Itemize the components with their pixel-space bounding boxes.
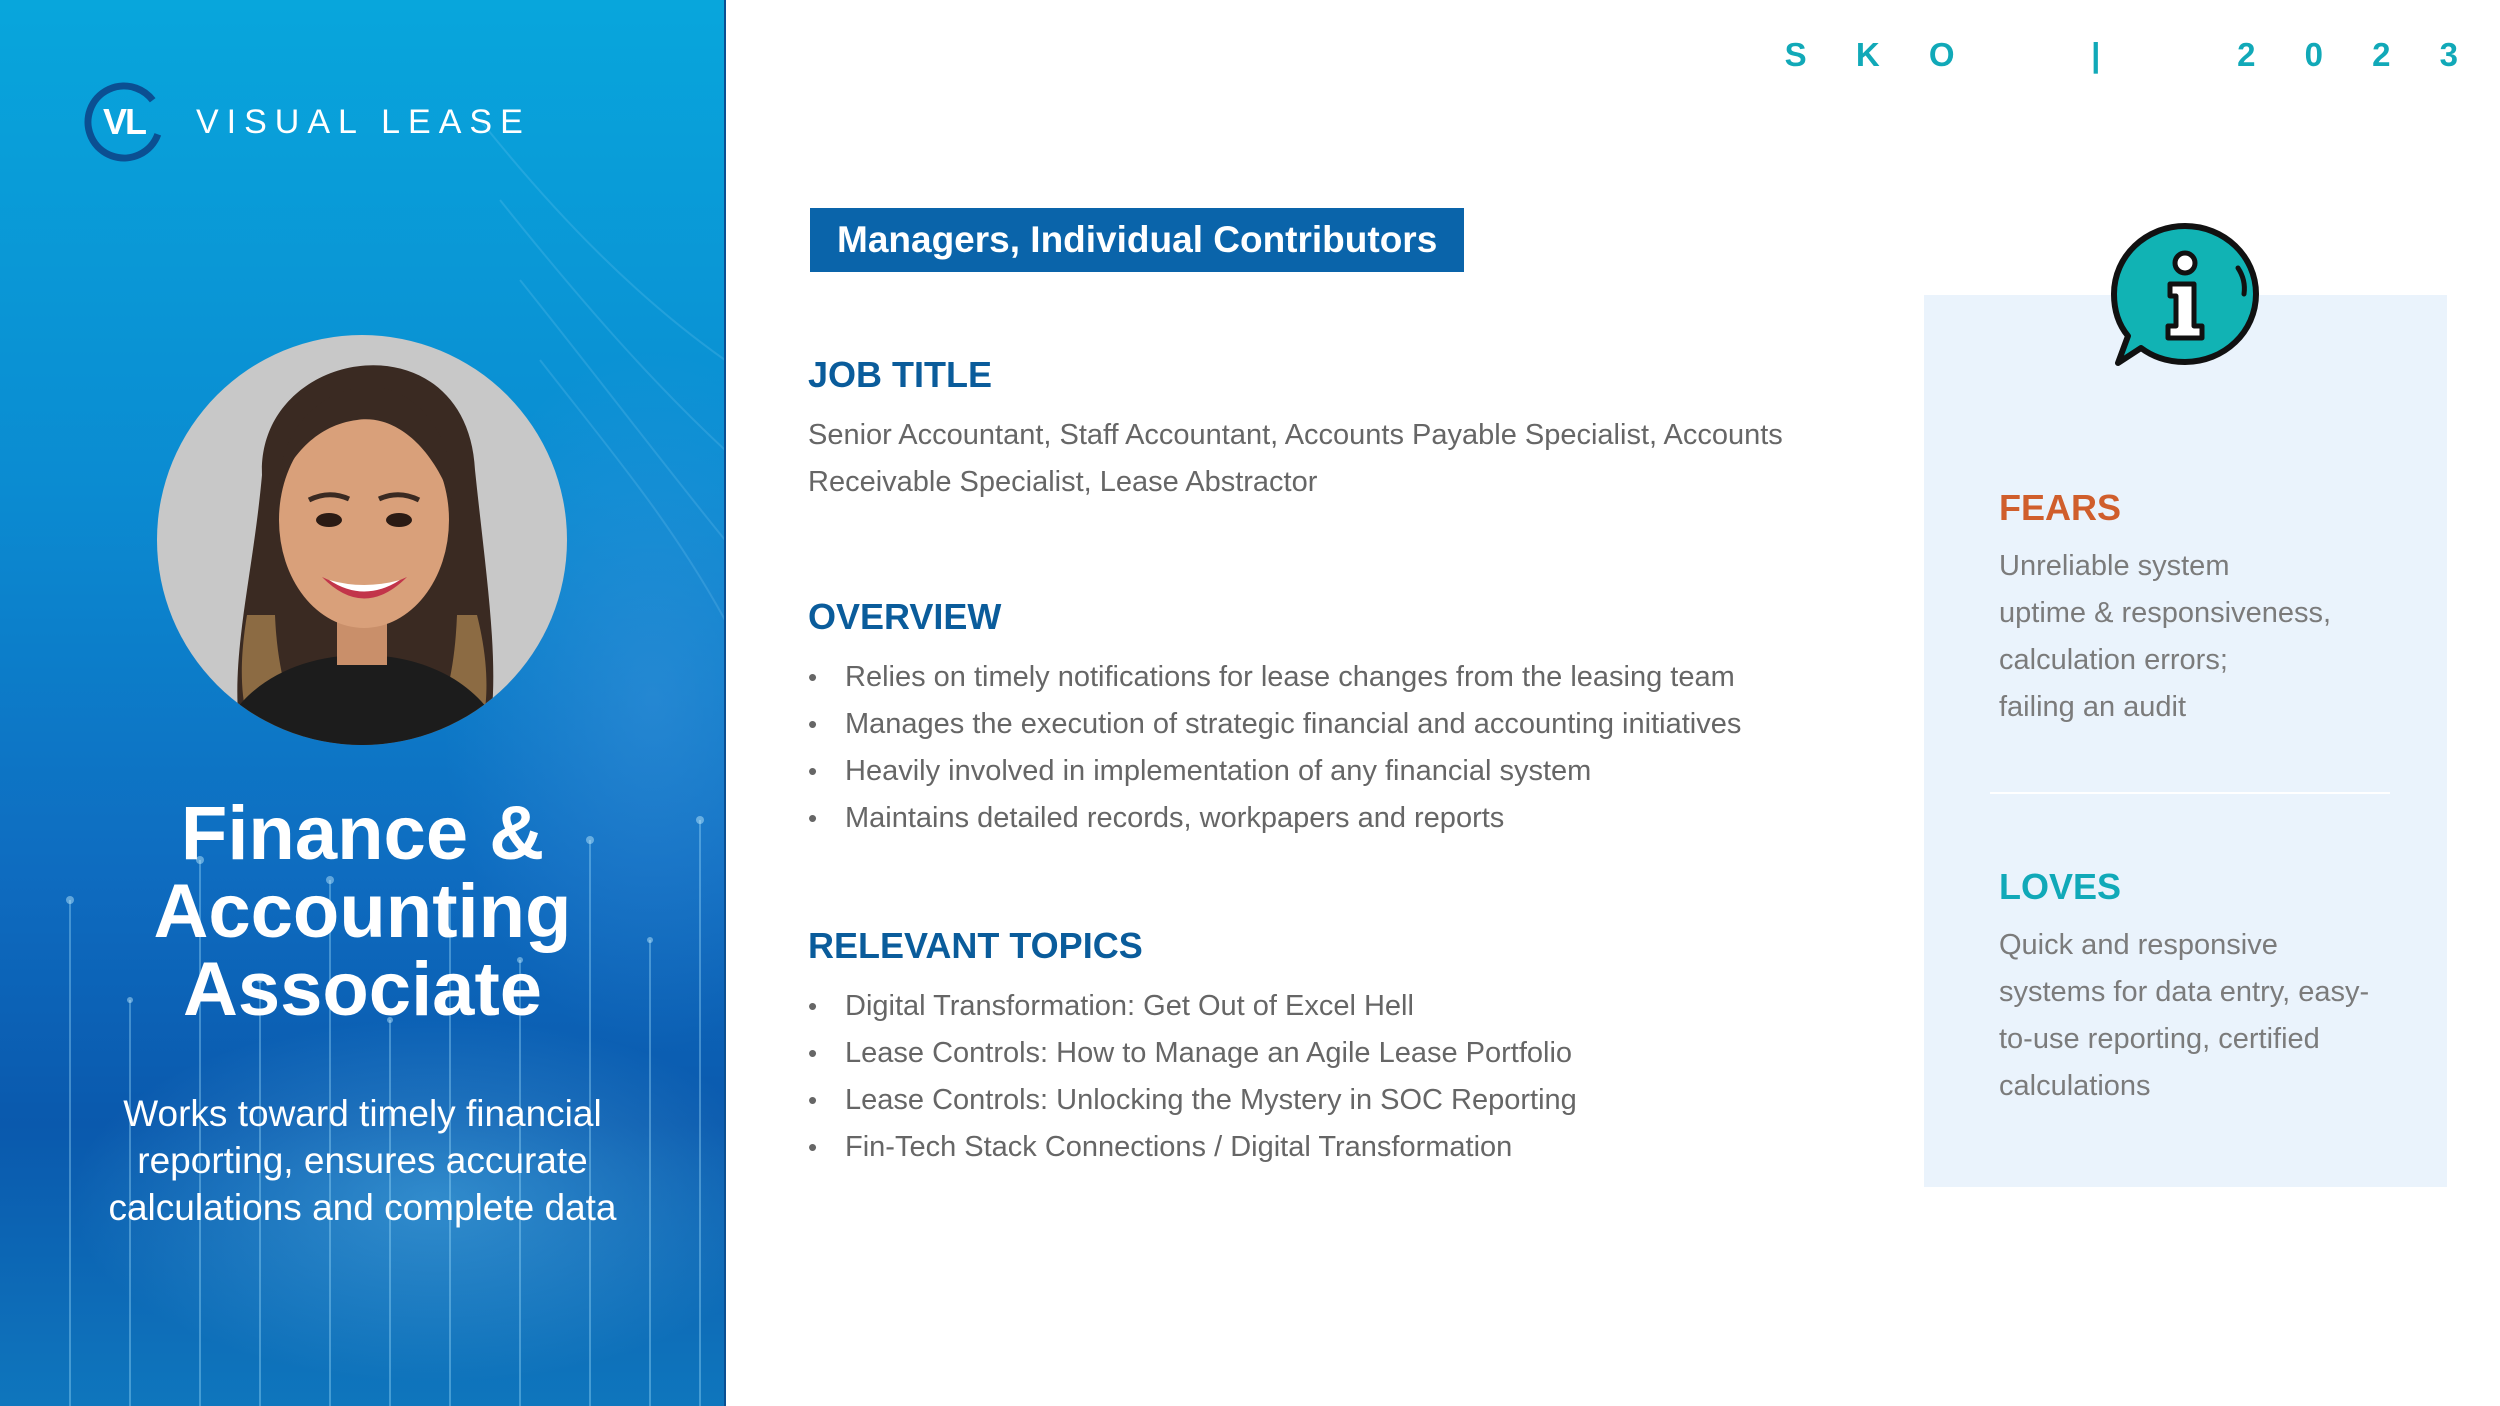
overview-item: • Manages the execution of strategic financial and accounting initiatives: [808, 701, 1741, 748]
overview-list: [808, 654, 1741, 842]
loves-line: Quick and responsive: [1999, 929, 2278, 961]
loves-line: calculations: [1999, 1070, 2151, 1102]
topic-item: • Lease Controls: How to Manage an Agile Lease Portfolio: [808, 1030, 1577, 1077]
persona-title-line: Associate: [182, 947, 543, 1032]
loves-line: to-use reporting, certified: [1999, 1023, 2320, 1055]
brand-logo: [82, 80, 531, 164]
loves-text: [1999, 922, 2399, 1110]
relevant-topics-heading: RELEVANT TOPICS: [808, 925, 1143, 966]
brand-name: VISUAL LEASE: [196, 102, 531, 141]
info-speech-bubble-icon: [2106, 218, 2264, 376]
fears-line: failing an audit: [1999, 691, 2187, 723]
persona-title-line: Finance &: [180, 791, 545, 876]
overview-item: • Heavily involved in implementation of any financial system: [808, 748, 1741, 795]
logo-initials: VL: [102, 101, 145, 142]
persona-photo: [157, 285, 567, 745]
vl-logo-icon: [82, 80, 166, 164]
event-tag: S K O | 2 0 2 3: [1784, 36, 2478, 73]
job-title-heading: JOB TITLE: [808, 354, 993, 395]
overview-item: • Relies on timely notifications for lease changes from the leasing team: [808, 654, 1741, 701]
fears-line: uptime & responsiveness,: [1999, 597, 2332, 629]
card-divider: [1990, 792, 2390, 794]
loves-heading: LOVES: [1999, 866, 2122, 907]
persona-title-line: Accounting: [153, 869, 572, 954]
topic-item: • Digital Transformation: Get Out of Excel Hell: [808, 983, 1577, 1030]
overview-heading: OVERVIEW: [808, 596, 1002, 637]
persona-summary: Works toward timely financial reporting, ensures accurate calculations and complete data: [108, 1093, 617, 1228]
persona-panel: [0, 0, 725, 1406]
fears-heading: FEARS: [1999, 487, 2122, 528]
persona-title: [40, 791, 685, 1032]
fears-line: Unreliable system: [1999, 550, 2230, 582]
panel-divider: [724, 0, 726, 1406]
overview-item: • Maintains detailed records, workpapers and reports: [808, 795, 1741, 842]
loves-line: systems for data entry, easy-: [1999, 976, 2370, 1008]
relevant-topics-list: [808, 983, 1577, 1171]
job-title-text: Senior Accountant, Staff Accountant, Accounts Payable Specialist, Accounts Receivable Specialist, Lease Abstractor: [808, 419, 1783, 498]
fears-line: calculation errors;: [1999, 644, 2228, 676]
audience-badge: Managers, Individual Contributors: [810, 208, 1464, 272]
topic-item: • Fin-Tech Stack Connections / Digital Transformation: [808, 1124, 1577, 1171]
fears-text: [1999, 543, 2399, 731]
topic-item: • Lease Controls: Unlocking the Mystery in SOC Reporting: [808, 1077, 1577, 1124]
